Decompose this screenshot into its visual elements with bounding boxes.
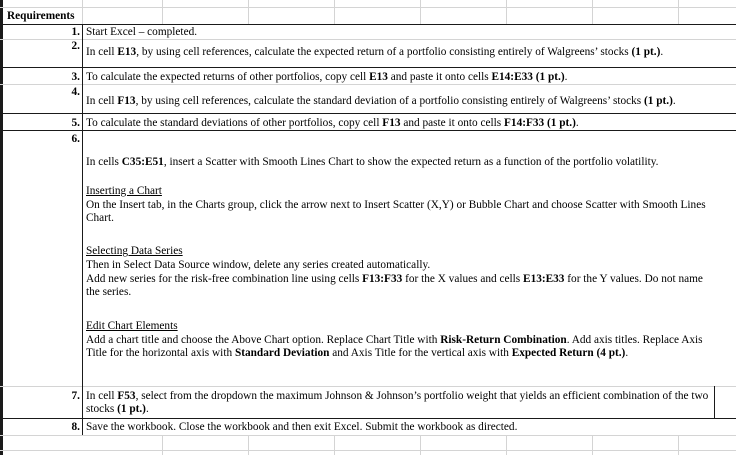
item-2-text: In cell E13, by using cell references, calculate the expected return of a portfolio consisting entirely of Walgreens’ stocks (1 pt.).	[86, 46, 664, 58]
section-data-series-line1: Then in Select Data Source window, delete any series created automatically.	[86, 259, 431, 271]
item-6-number: 6.	[71, 133, 80, 145]
item-8-number: 8.	[71, 421, 80, 433]
item-4-number: 4.	[71, 86, 80, 98]
item-4-text: In cell F13, by using cell references, calculate the standard deviation of a portfolio consisting entirely of Walgreens’ stocks (1 pt.).	[86, 95, 676, 107]
item-7-text: In cell F53, select from the dropdown the maximum Johnson & Johnson’s portfolio weight that yields an efficient combination of the two stocks (1 pt.).	[86, 390, 709, 415]
section-inserting-chart-body: On the Insert tab, in the Charts group, click the arrow next to Insert Scatter (X,Y) or Bubble Chart and choose Scatter with Smooth Lines Chart.	[86, 199, 706, 224]
item-3-number: 3.	[71, 71, 80, 83]
item-8-text: Save the workbook. Close the workbook and then exit Excel. Submit the workbook as directed.	[86, 421, 518, 433]
item-5-number: 5.	[71, 117, 80, 129]
item-1-number: 1.	[71, 26, 80, 38]
item-2-number: 2.	[71, 40, 80, 52]
section-inserting-chart-title: Inserting a Chart	[86, 185, 162, 197]
section-edit-chart-title: Edit Chart Elements	[86, 320, 178, 332]
item-3-text: To calculate the expected returns of other portfolios, copy cell E13 and paste it onto cells E14:E33 (1 pt.).	[86, 71, 568, 83]
item-1-text: Start Excel – completed.	[86, 26, 198, 38]
requirements-header: Requirements	[7, 10, 75, 22]
section-data-series-line2: Add new series for the risk-free combination line using cells F13:F33 for the X values and cells E13:E33 for the Y values. Do not name the series.	[86, 273, 703, 298]
item-6-intro: In cells C35:E51, insert a Scatter with Smooth Lines Chart to show the expected return as a function of the portfolio volatility.	[86, 156, 659, 168]
item-7-number: 7.	[71, 390, 80, 402]
item-5-text: To calculate the standard deviations of other portfolios, copy cell F13 and paste it onto cells F14:F33 (1 pt.).	[86, 117, 579, 129]
section-data-series-title: Selecting Data Series	[86, 245, 183, 257]
section-edit-chart-body: Add a chart title and choose the Above Chart option. Replace Chart Title with Risk-Return Combination. Add axis titles. Replace Axis Title for the horizontal axis with Standard Deviation and Axis Title for the vertical axis with Expected Return (4 pt.).	[86, 334, 703, 359]
